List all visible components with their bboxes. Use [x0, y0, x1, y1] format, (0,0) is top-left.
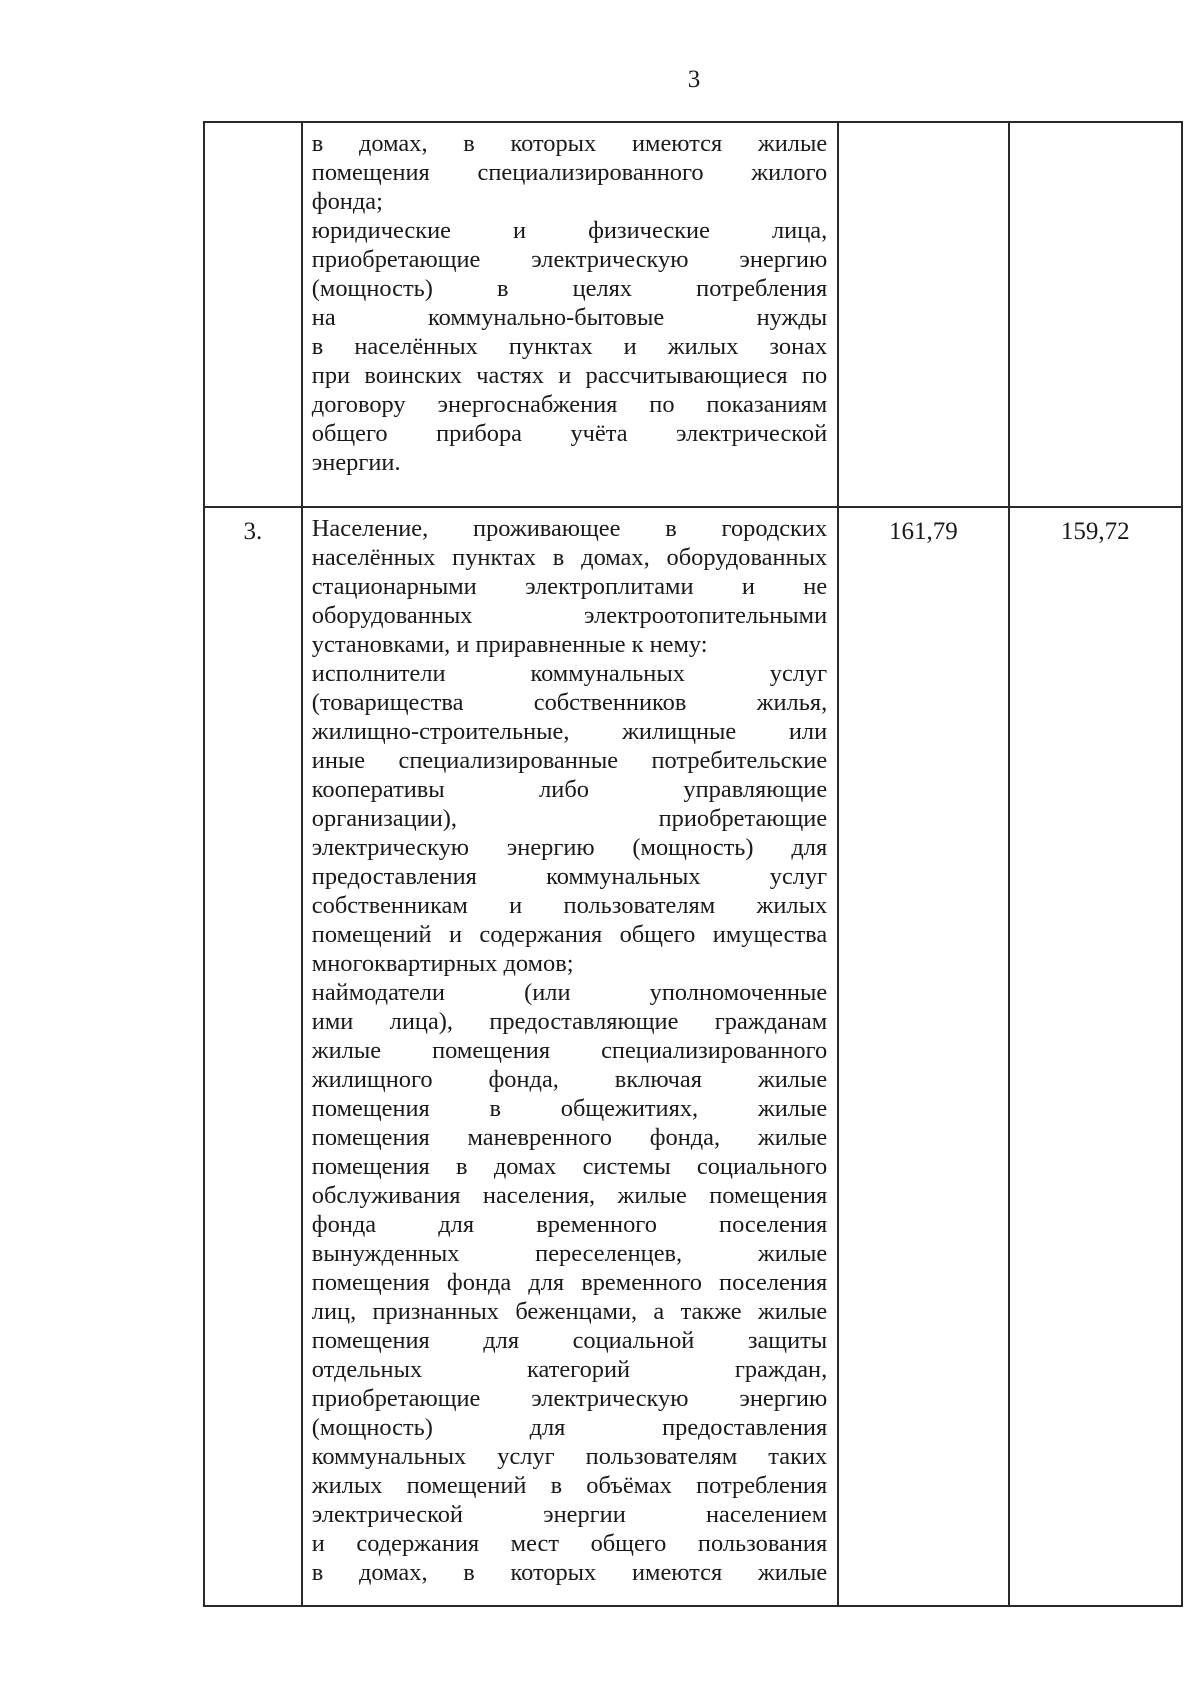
- tariff-value-1-cell: [838, 122, 1008, 507]
- description-line: помещения для социальной защиты: [311, 1327, 828, 1354]
- description-line: собственникам и пользователям жилых: [311, 892, 828, 919]
- description-line: помещения маневренного фонда, жилые: [311, 1124, 828, 1151]
- description-line: жилищного фонда, включая жилые: [311, 1066, 828, 1093]
- consumer-description: [312, 129, 827, 477]
- row-number-cell: 3.: [204, 507, 302, 1606]
- description-line: жилищно-строительные, жилищные или: [311, 718, 828, 745]
- tariff-value-2-cell: 159,72: [1009, 507, 1182, 1606]
- description-line: отдельных категорий граждан,: [311, 1356, 828, 1383]
- description-line: организации), приобретающие: [311, 805, 828, 832]
- description-line: оборудованных электроотопительными: [311, 602, 828, 629]
- description-line: коммунальных услуг пользователям таких: [311, 1443, 828, 1470]
- consumer-description-cell: [302, 507, 838, 1606]
- description-line: стационарными электроплитами и не: [311, 573, 828, 600]
- description-line: жилых помещений в объёмах потребления: [311, 1472, 828, 1499]
- description-line: жилые помещения специализированного: [311, 1037, 828, 1064]
- description-line: населённых пунктах в домах, оборудованных: [311, 544, 828, 571]
- description-line: электрическую энергию (мощность) для: [311, 834, 828, 861]
- description-line: помещений и содержания общего имущества: [311, 921, 828, 948]
- description-line: (мощность) в целях потребления: [311, 275, 828, 302]
- description-line: фонда;: [311, 188, 383, 215]
- description-line: установками, и приравненные к нему:: [311, 631, 708, 658]
- description-line: кооперативы либо управляющие: [311, 776, 828, 803]
- description-line: иные специализированные потребительские: [311, 747, 828, 774]
- description-line: приобретающие электрическую энергию: [311, 246, 828, 273]
- description-line: (товарищества собственников жилья,: [311, 689, 828, 716]
- description-line: вынужденных переселенцев, жилые: [311, 1240, 828, 1267]
- description-line: помещения в общежитиях, жилые: [311, 1095, 828, 1122]
- tariff-table: [203, 121, 1183, 1607]
- description-line: и содержания мест общего пользования: [311, 1530, 828, 1557]
- description-line: исполнители коммунальных услуг: [311, 660, 828, 687]
- description-line: лиц, признанных беженцами, а также жилые: [311, 1298, 828, 1325]
- description-line: на коммунально-бытовые нужды: [311, 304, 828, 331]
- consumer-description-cell: [302, 122, 838, 507]
- description-line: помещения фонда для временного поселения: [311, 1269, 828, 1296]
- table-row: [204, 122, 1182, 507]
- description-line: в домах, в которых имеются жилые: [311, 130, 828, 157]
- description-line: предоставления коммунальных услуг: [311, 863, 828, 890]
- description-line: в домах, в которых имеются жилые: [311, 1559, 828, 1586]
- description-line: наймодатели (или уполномоченные: [311, 979, 828, 1006]
- description-line: приобретающие электрическую энергию: [311, 1385, 828, 1412]
- description-line: юридические и физические лица,: [311, 217, 828, 244]
- tariff-value-2-cell: [1009, 122, 1182, 507]
- description-line: энергии.: [311, 449, 401, 476]
- description-line: фонда для временного поселения: [311, 1211, 828, 1238]
- consumer-description: [312, 514, 827, 1587]
- description-line: электрической энергии населением: [311, 1501, 828, 1528]
- page-number: 3: [687, 66, 701, 93]
- tariff-value-1-cell: 161,79: [838, 507, 1008, 1606]
- table-row: [204, 507, 1182, 1606]
- description-line: ими лица), предоставляющие гражданам: [311, 1008, 828, 1035]
- description-line: при воинских частях и рассчитывающиеся по: [311, 362, 828, 389]
- description-line: Население, проживающее в городских: [311, 515, 828, 542]
- row-number-cell: [204, 122, 302, 507]
- description-line: обслуживания населения, жилые помещения: [311, 1182, 828, 1209]
- description-line: помещения в домах системы социального: [311, 1153, 828, 1180]
- description-line: многоквартирных домов;: [311, 950, 574, 977]
- description-line: в населённых пунктах и жилых зонах: [311, 333, 828, 360]
- description-line: помещения специализированного жилого: [311, 159, 828, 186]
- description-line: (мощность) для предоставления: [311, 1414, 828, 1441]
- description-line: общего прибора учёта электрической: [311, 420, 828, 447]
- description-line: договору энергоснабжения по показаниям: [311, 391, 828, 418]
